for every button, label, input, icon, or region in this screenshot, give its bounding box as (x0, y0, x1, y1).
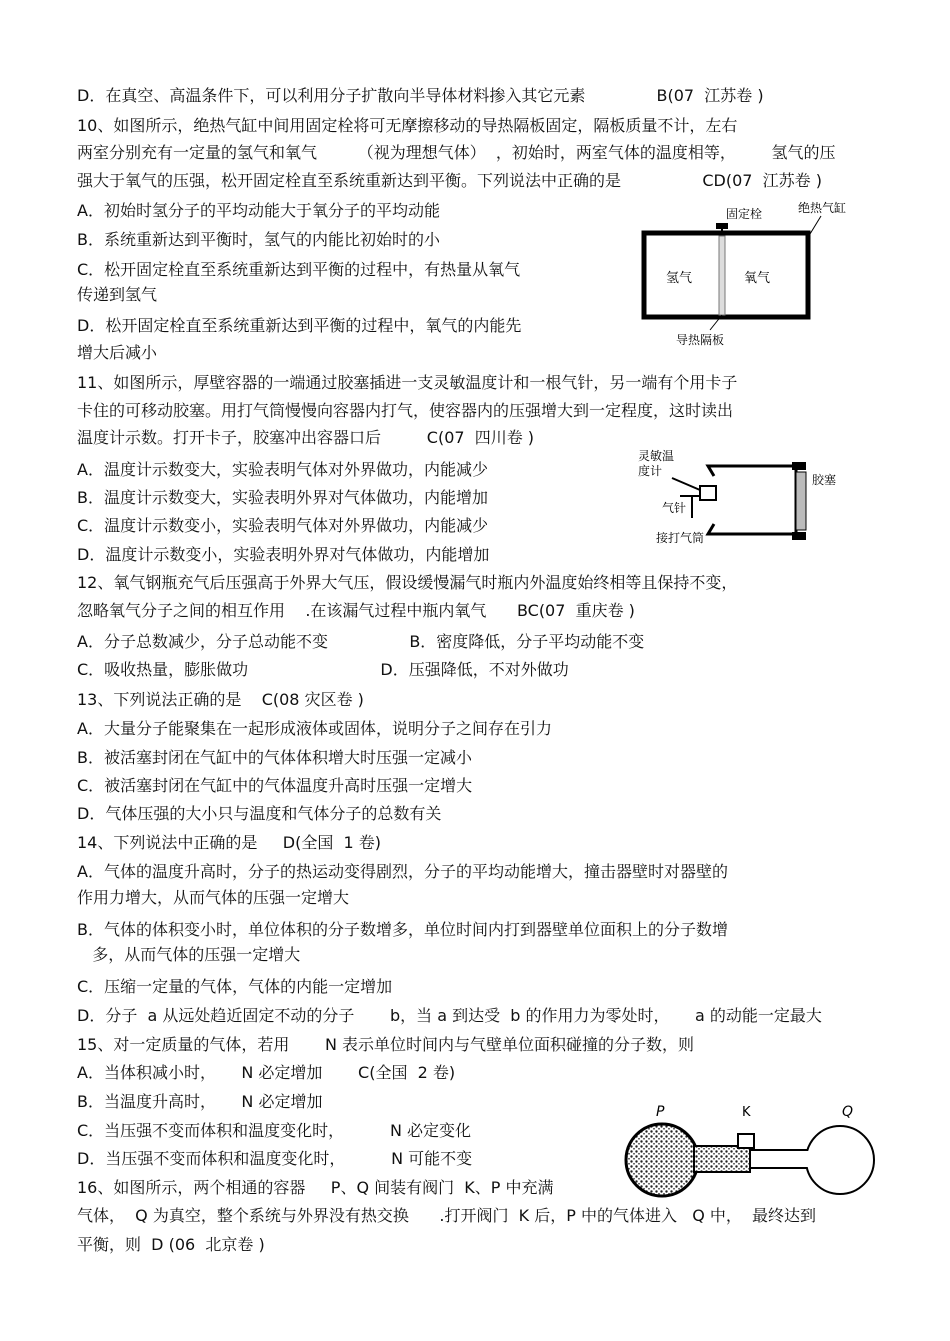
line-5: A．初始时氢分子的平均动能大于氧分子的平均动能 (77, 201, 440, 220)
fig2-thermometer (672, 478, 700, 490)
line-14: A．温度计示数变大，实验表明气体对外界做功，内能减少 (77, 460, 488, 479)
line-13: 温度计示数。打开卡子，胶塞冲出容器口后 C(07 四川卷 ) (77, 428, 535, 447)
fig3-tube-filled (694, 1146, 750, 1172)
figure-connected-containers (620, 1100, 880, 1205)
line-8: 传递到氢气 (77, 285, 158, 304)
line-29: 作用力增大，从而气体的压强一定增大 (77, 888, 350, 907)
figure-thick-container (636, 448, 856, 548)
line-12: 卡住的可移动胶塞。用打气筒慢慢向容器内打气，使容器内的压强增大到一定程度，这时读出 (77, 401, 734, 420)
fig1-partition-label: 导热隔板 (676, 333, 725, 347)
fig2-thermometer-label-1: 灵敏温 (638, 449, 675, 463)
line-6: B．系统重新达到平衡时，氢气的内能比初始时的小 (77, 230, 440, 249)
line-17: D．温度计示数变小，实验表明外界对气体做功，内能增加 (77, 545, 490, 564)
line-1: D．在真空、高温条件下，可以利用分子扩散向半导体材料掺入其它元素 B(07 江苏卷 ) (77, 86, 764, 105)
fig1-cylinder-label: 绝热气缸 (798, 201, 847, 215)
line-41: 平衡，则 D (06 北京卷 ) (77, 1235, 265, 1254)
line-20: A．分子总数减少，分子总动能不变 B．密度降低，分子平均动能不变 (77, 632, 645, 651)
fig2-left-stopper (700, 486, 716, 500)
fig1-hydrogen-label: 氢气 (666, 271, 693, 286)
fig3-container-q (806, 1126, 874, 1194)
line-23: A．大量分子能聚集在一起形成液体或固体，说明分子之间存在引力 (77, 719, 552, 738)
line-27: 14、下列说法中正确的是 D(全国 1 卷) (77, 833, 382, 852)
line-31: 多，从而气体的压强一定增大 (77, 945, 301, 964)
fig2-container-outline (708, 466, 796, 534)
line-18: 12、氧气钢瓶充气后压强高于外界大气压，假设缓慢漏气时瓶内外温度始终相等且保持不变， (77, 573, 738, 592)
line-15: B．温度计示数变大，实验表明外界对气体做功，内能增加 (77, 488, 488, 507)
line-32: C．压缩一定量的气体，气体的内能一定增加 (77, 977, 393, 996)
fig3-container-p (626, 1124, 698, 1196)
fig3-tube-empty (750, 1150, 808, 1168)
fig2-clip-bottom (792, 532, 806, 540)
line-16: C．温度计示数变小，实验表明气体对外界做功，内能减少 (77, 516, 489, 535)
fig2-plug-label: 胶塞 (812, 473, 837, 487)
fig2-thermometer-label-2: 度计 (638, 464, 663, 478)
line-21: C．吸收热量，膨胀做功 D．压强降低，不对外做功 (77, 660, 569, 679)
line-2: 10、如图所示，绝热气缸中间用固定栓将可无摩擦移动的导热隔板固定，隔板质量不计，左右 (77, 116, 738, 135)
line-4: 强大于氧气的压强，松开固定栓直至系统重新达到平衡。下列说法中正确的是 CD(07 江苏卷 ) (77, 171, 822, 190)
line-38: D．当压强不变而体积和温度变化时， N 可能不变 (77, 1149, 473, 1168)
line-11: 11、如图所示，厚壁容器的一端通过胶塞插进一支灵敏温度计和一根气针，另一端有个用卡子 (77, 373, 738, 392)
fig3-valve-k (738, 1134, 754, 1148)
fig1-pin-label: 固定栓 (726, 207, 763, 221)
line-25: C．被活塞封闭在气缸中的气体温度升高时压强一定增大 (77, 776, 473, 795)
line-30: B．气体的体积变小时，单位体积的分子数增多，单位时间内打到器壁单位面积上的分子数增 (77, 920, 728, 939)
fig3-label-p: P (656, 1104, 665, 1120)
fig3-tube-join (805, 1151, 811, 1167)
line-10: 增大后减小 (77, 343, 158, 362)
line-26: D．气体压强的大小只与温度和气体分子的总数有关 (77, 804, 442, 823)
fig1-partition (719, 236, 725, 315)
fig1-oxygen-label: 氧气 (744, 271, 771, 286)
line-7: C．松开固定栓直至系统重新达到平衡的过程中，有热量从氧气 (77, 260, 521, 279)
line-28: A．气体的温度升高时，分子的热运动变得剧烈，分子的平均动能增大，撞击器壁时对器壁的 (77, 862, 728, 881)
fig2-clip-top (792, 462, 806, 470)
line-19: 忽略氧气分子之间的相互作用 .在该漏气过程中瓶内氧气 BC(07 重庆卷 ) (77, 601, 635, 620)
line-9: D．松开固定栓直至系统重新达到平衡的过程中，氧气的内能先 (77, 316, 522, 335)
line-3: 两室分别充有一定量的氢气和氧气 （视为理想气体） ，初始时，两室气体的温度相等， 氢气的压 (77, 143, 836, 162)
fig3-label-k: K (742, 1105, 751, 1120)
line-35: A．当体积减小时， N 必定增加 C(全国 2 卷) (77, 1063, 456, 1082)
line-22: 13、下列说法正确的是 C(08 灾区卷 ) (77, 690, 364, 709)
line-24: B．被活塞封闭在气缸中的气体体积增大时压强一定减小 (77, 748, 472, 767)
fig1-cylinder-pointer (810, 216, 821, 234)
line-36: B．当温度升高时， N 必定增加 (77, 1092, 323, 1111)
line-33: D．分子 a 从远处趋近固定不动的分子 b，当 a 到达受 b 的作用力为零处时， a 的动能一定最大 (77, 1006, 822, 1025)
figure-insulated-cylinder (636, 196, 868, 351)
line-34: 15、对一定质量的气体，若用 N 表示单位时间内与气壁单位面积碰撞的分子数，则 (77, 1035, 695, 1054)
fig3-label-q: Q (842, 1104, 854, 1120)
line-39: 16、如图所示，两个相通的容器 P、Q 间装有阀门 K、P 中充满 (77, 1178, 554, 1197)
fig2-needle-label: 气针 (662, 501, 687, 515)
fig2-pump-label: 接打气筒 (656, 531, 705, 545)
line-40: 气体， Q 为真空，整个系统与外界没有热交换 .打开阀门 K 后，P 中的气体进入 Q 中， 最终达到 (77, 1206, 817, 1225)
line-37: C．当压强不变而体积和温度变化时， N 必定变化 (77, 1121, 472, 1140)
fig2-right-plug (796, 472, 806, 530)
